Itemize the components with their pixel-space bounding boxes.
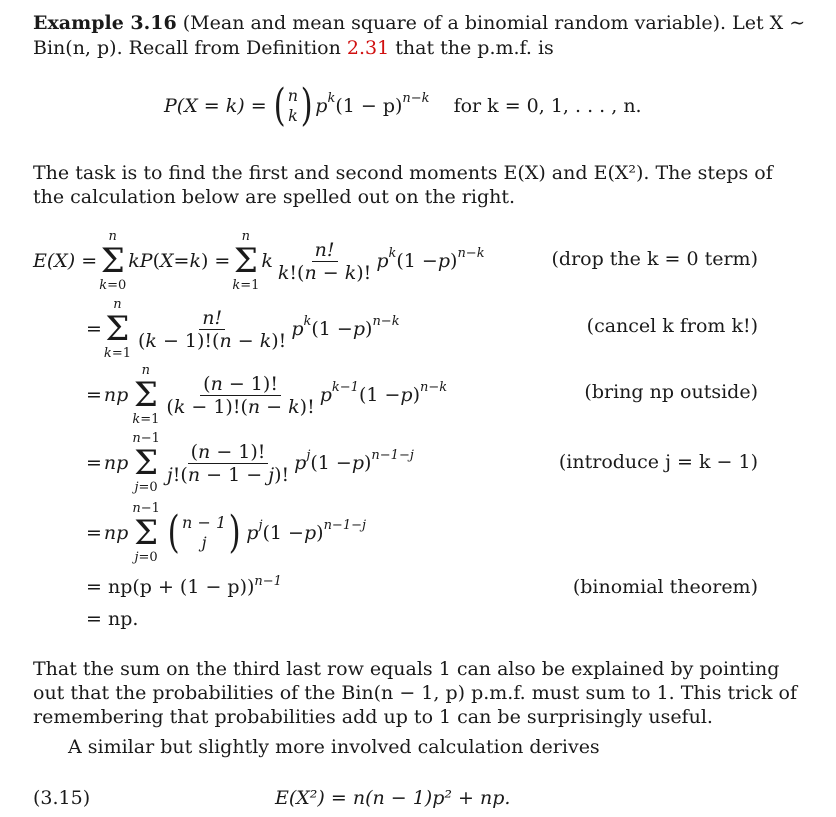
sum-1: n Σ k=0 xyxy=(99,229,127,293)
derivation-row-2: = n Σ k=1 $\frac{n!}{(k - 1)!(n - k)!}$ p k (1 − p ) n−k xyxy=(86,297,400,361)
definition-reference-link[interactable]: 2.31 xyxy=(346,37,390,59)
para1-line-1: That the sum on the third last row equals 1 can also be explained by pointing xyxy=(33,658,780,680)
pmf-q-exp: n−k xyxy=(402,90,430,106)
pmf-equation xyxy=(164,80,642,131)
derivation-row-3: = np n Σ k=1 $\frac{(n - 1)!}{(k - 1)!(n - k)!}$ p k−1 (1 − p ) n−k xyxy=(86,363,448,427)
example-title: (Mean and mean square of a binomial random variable). xyxy=(182,12,727,34)
para1-line-2: out that the probabilities of the Bin(n − 1, p) p.m.f. must sum to 1. This trick of xyxy=(33,682,797,704)
equation-number: (3.15) xyxy=(33,787,91,809)
ex-lhs: E(X) = xyxy=(33,250,98,272)
task-line-2: the calculation below are spelled out on the right. xyxy=(33,186,516,208)
binom-bottom: k xyxy=(288,106,298,125)
row6-exp: n−1 xyxy=(254,574,282,589)
task-line-1: The task is to find the first and second moments E(X) and E(X²). The steps of xyxy=(33,162,773,184)
note-row-4: (introduce j = k − 1) xyxy=(558,451,758,473)
sum-2: n Σ k=1 xyxy=(232,229,260,293)
row6-expr: = np(p + (1 − p)) xyxy=(86,576,255,598)
note-row-2: (cancel k from k!) xyxy=(586,315,758,337)
para2-line-1: A similar but slightly more involved calculation derives xyxy=(68,736,600,758)
example-line-2 xyxy=(33,36,554,60)
example-line2-b: that the p.m.f. is xyxy=(395,37,554,59)
note-row-3: (bring np outside) xyxy=(584,381,758,403)
derivation-row-6 xyxy=(86,576,282,598)
derivation-row-1: E(X) = n Σ k=0 kP ( X = k ) = n Σ k=1 k $\frac{n!}{k!(n - k)!}$ p k (1 − p ) n−k xyxy=(33,229,485,293)
equation-expr: E(X²) = n(n − 1)p² + np. xyxy=(275,787,511,809)
binom-top: n xyxy=(287,86,299,105)
para1-line-3: remembering that probabilities add up to 1 can be surprisingly useful. xyxy=(33,706,713,728)
pmf-p: p xyxy=(315,95,328,117)
pmf-condition: for k = 0, 1, . . . , n. xyxy=(453,95,642,117)
derivation-row-5: = np n−1 Σ j=0 ( n − 1 j ) p j (1 − p ) n−1−j xyxy=(86,501,367,565)
pmf-p-exp: k xyxy=(327,90,336,106)
example-line-1 xyxy=(33,11,805,35)
pmf-q: (1 − p) xyxy=(335,95,403,117)
derivation-row-4: = np n−1 Σ j=0 $\frac{(n - 1)!}{j!(n - 1 - j)!}$ p j (1 − p ) n−1−j xyxy=(86,431,414,495)
note-row-1: (drop the k = 0 term) xyxy=(551,248,758,270)
note-row-6: (binomial theorem) xyxy=(572,576,758,598)
example-line2-a: Bin(n, p). Recall from Definition xyxy=(33,37,341,59)
pmf-lhs: P(X = k) = xyxy=(164,95,267,117)
example-label: Example 3.16 xyxy=(33,12,177,34)
derivation-row-7: = np. xyxy=(86,608,139,630)
pmf-binomial: ( n k ) xyxy=(273,80,313,131)
example-line1-rest: Let X ∼ xyxy=(732,12,806,34)
